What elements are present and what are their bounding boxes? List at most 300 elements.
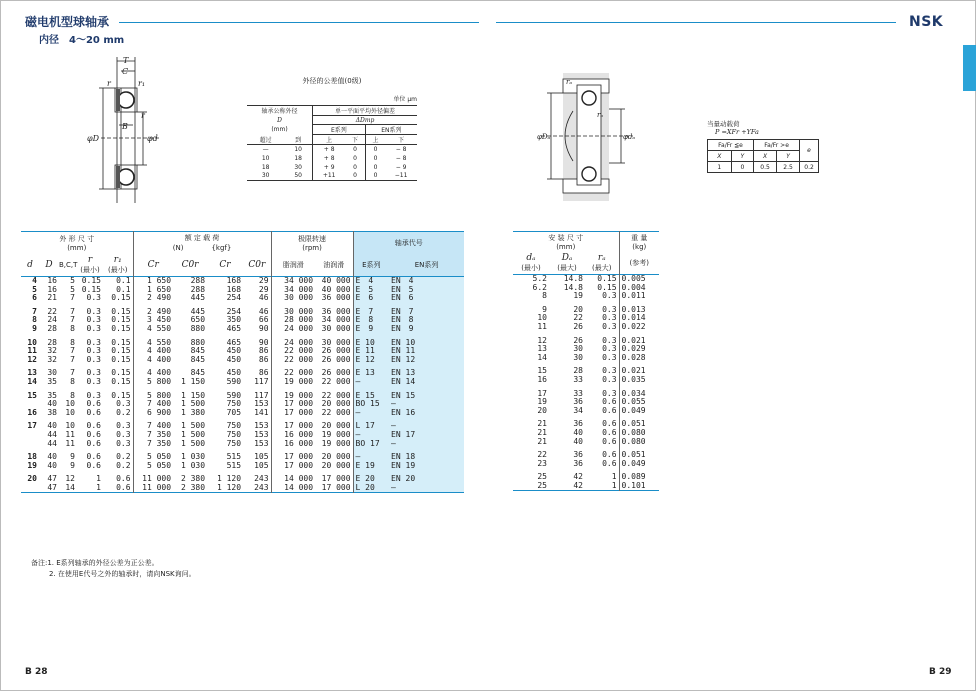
main-table-block [21, 231, 464, 493]
install-row [513, 323, 659, 332]
bearing-cell: 30 000 [284, 293, 314, 303]
bearing-cell: 17 000 [315, 484, 353, 493]
bearing-cell: 1 030 [180, 460, 206, 470]
section-tab[interactable] [963, 45, 976, 91]
bearing-cell: E 5 [353, 286, 389, 295]
tolerance-cell: 50 [284, 172, 312, 181]
load-value-x1: 1 [708, 162, 732, 173]
tolerance-row [247, 154, 417, 163]
install-row [513, 407, 659, 416]
bearing-cell: 880 [190, 323, 206, 333]
install-row [513, 438, 659, 447]
bearing-cell: E 19 [353, 462, 389, 471]
install-cell: 5.2 [532, 274, 547, 283]
bearing-cell: 7 [70, 315, 75, 325]
bearing-cell: 4 400 [146, 368, 172, 378]
bearing-cell: 1 500 [180, 429, 206, 439]
bearing-cell: 5 050 [146, 460, 172, 470]
install-cell: 0.028 [621, 352, 646, 362]
install-cell: 0.051 [621, 450, 646, 460]
bearing-cell: 0.15 [103, 308, 133, 317]
bearing-row [21, 475, 464, 484]
label-r1: r₁ [138, 79, 146, 88]
install-cell: 8 [542, 291, 547, 301]
install-cell: 23 [537, 458, 547, 468]
bearing-cell: 0.1 [103, 286, 133, 295]
bearing-cell: 36 000 [315, 308, 353, 317]
bearing-cell: 0.6 [86, 452, 101, 462]
install-cell: 14.8 [563, 274, 583, 283]
bearing-cell: EN 6 [389, 294, 464, 303]
install-cell: 0.6 [585, 429, 619, 438]
bearing-cell: 5 800 [146, 376, 172, 386]
bearing-cell: 0.2 [103, 453, 133, 462]
install-cell: 26 [573, 321, 583, 331]
bearing-cell: 168 [226, 276, 242, 285]
label-mount-outer: φDₐ [537, 133, 551, 141]
install-cell: 0.15 [585, 275, 619, 284]
install-cell: 0.3 [585, 345, 619, 354]
head-da: dₐ (最小) [521, 253, 541, 272]
bearing-cell: 34 000 [315, 316, 353, 325]
install-cell: 0.049 [621, 405, 646, 415]
bearing-cell [21, 440, 39, 449]
install-cell: 0.080 [621, 436, 646, 446]
install-cell: 0.6 [585, 460, 619, 469]
label-bore-diameter: φd [147, 134, 158, 143]
tolerance-cell: + 8 [323, 145, 335, 153]
bearing-cell: 750 [226, 429, 242, 439]
bearing-cell: 16 [47, 284, 57, 294]
install-cell: 0.021 [621, 366, 646, 376]
bearing-cell: 288 [190, 276, 206, 285]
install-cell: 1 [585, 482, 619, 491]
install-cell: 0.3 [585, 376, 619, 385]
bearing-cell: 17 000 [284, 452, 314, 462]
bearing-cell: 5 050 [146, 452, 172, 462]
bearing-cell: EN 9 [389, 325, 464, 334]
bearing-cell: 0.6 [86, 399, 101, 409]
bearing-cell: E 10 [353, 339, 389, 348]
bearing-cell: 13 [27, 368, 37, 378]
install-cell: 19 [537, 397, 547, 407]
bearing-cell: BO 17 [353, 440, 389, 449]
tolerance-row [247, 163, 417, 172]
bearing-cell: EN 12 [389, 356, 464, 365]
bearing-cell: 750 [226, 421, 242, 431]
install-cell: 0.011 [621, 291, 646, 301]
bearing-cell: 0.15 [103, 369, 133, 378]
bearing-cell: 40 [47, 399, 57, 409]
bearing-cell: E 11 [353, 347, 389, 356]
bearing-cell: E 12 [353, 356, 389, 365]
install-cell: 0.004 [621, 282, 646, 292]
head-code: 轴承代号 [353, 232, 464, 255]
tolerance-row [247, 145, 417, 154]
install-cell: 25 [537, 472, 547, 482]
head-D: D [45, 260, 53, 270]
bearing-cell: — [389, 440, 464, 449]
bearing-cell: E 7 [353, 308, 389, 317]
bearing-cell: 19 000 [284, 390, 314, 400]
install-cell: 0.3 [585, 367, 619, 376]
bearing-cell: 90 [243, 325, 271, 334]
header-rule-right [496, 22, 896, 23]
bearing-cell: 2 490 [146, 306, 172, 316]
bearing-cell: E 6 [353, 294, 389, 303]
bearing-cell: 86 [243, 369, 271, 378]
bearing-cell: 5 800 [146, 390, 172, 400]
bearing-cell: 26 000 [315, 356, 353, 365]
bearing-cell: 28 [47, 337, 57, 347]
install-cell: 0.029 [621, 344, 646, 354]
bearing-cell: 22 [47, 306, 57, 316]
bearing-cell: EN 7 [389, 308, 464, 317]
head-cr-kgf: Cr [219, 260, 231, 270]
install-row [513, 482, 659, 491]
bearing-cell: 19 000 [315, 440, 353, 449]
header-rule-left [119, 22, 479, 23]
label-c: C [122, 67, 129, 76]
install-cell: 0.3 [585, 306, 619, 315]
tol-sub-upper-e: 上 [326, 137, 333, 144]
bearing-cell: 4 550 [146, 323, 172, 333]
bearing-cell: 7 [70, 354, 75, 364]
bearing-cell: 90 [243, 339, 271, 348]
bearing-cell: 845 [190, 368, 206, 378]
install-cell: 19 [573, 291, 583, 301]
bearing-cell: L 17 [353, 422, 389, 431]
tolerance-cell: 0 [345, 154, 365, 163]
tolerance-table [247, 105, 417, 181]
install-cell: 0.005 [621, 274, 646, 283]
bearing-cell: 750 [226, 399, 242, 409]
bearing-cell: 10 [65, 399, 75, 409]
label-ra-inner: rₐ [597, 111, 603, 119]
bearing-cell: 9 [32, 323, 37, 333]
bearing-section-figure [81, 53, 171, 205]
bearing-cell: 590 [226, 376, 242, 386]
bearing-cell: 30 000 [284, 306, 314, 316]
install-cell: 21 [537, 419, 547, 429]
bearing-cell: 11 000 [142, 482, 172, 492]
tolerance-cell: 0 [345, 172, 365, 181]
footnotes [31, 558, 196, 580]
page-number-left: B 28 [25, 667, 48, 677]
install-cell: 0.022 [621, 321, 646, 331]
bearing-cell: 22 000 [315, 392, 353, 401]
note-2: 2. 在使用E代号之外的轴承时，请向NSK询问。 [49, 570, 196, 578]
tolerance-cell: + 8 [323, 154, 335, 162]
load-value-e: 0.2 [800, 162, 819, 173]
head-e-series: E系列 [353, 254, 389, 277]
bearing-cell: 5 [32, 284, 37, 294]
bearing-cell: 7 [70, 368, 75, 378]
tolerance-cell: +11 [322, 172, 336, 180]
install-cell: 20 [537, 405, 547, 415]
bearing-cell: 5 [70, 276, 75, 285]
install-cell: 42 [573, 480, 583, 490]
equivalent-load-block [707, 119, 823, 173]
bearing-cell: 20 000 [315, 422, 353, 431]
bearing-cell: 35 [47, 390, 57, 400]
bearing-cell: 0.3 [86, 323, 101, 333]
bearing-cell: EN 20 [389, 475, 464, 484]
bearing-cell: — [389, 400, 464, 409]
bearing-cell: 168 [226, 284, 242, 294]
bearing-cell: 17 000 [284, 407, 314, 417]
bearing-cell: 7 [70, 346, 75, 356]
bearing-cell: 14 000 [284, 474, 314, 484]
install-cell: 0.035 [621, 374, 646, 384]
bearing-cell: 0.6 [86, 438, 101, 448]
bearing-row [21, 440, 464, 449]
install-cell: 20 [573, 304, 583, 314]
load-col-x1: X [708, 151, 732, 162]
bearing-cell: EN 8 [389, 316, 464, 325]
bearing-cell: 32 [47, 354, 57, 364]
head-c0r: C0r [181, 260, 199, 270]
bearing-cell: 24 000 [284, 337, 314, 347]
tol-sub-to: 到 [284, 135, 312, 145]
bearing-cell: 4 400 [146, 354, 172, 364]
bearing-row [21, 484, 464, 493]
bearing-cell: 46 [243, 294, 271, 303]
tol-sub-over: 超过 [259, 136, 272, 144]
bearing-cell: 1 150 [180, 390, 206, 400]
bearing-cell: 2 380 [180, 482, 206, 492]
bearing-cell: 38 [47, 407, 57, 417]
bearing-cell: 105 [243, 453, 271, 462]
bearing-cell: 153 [243, 431, 271, 440]
bearing-cell: 0.3 [103, 400, 133, 409]
bearing-cell: 30 [47, 368, 57, 378]
bearing-cell: 34 000 [284, 284, 314, 294]
bearing-cell: 8 [70, 323, 75, 333]
bearing-cell: 22 000 [284, 346, 314, 356]
bearing-cell: 7 350 [146, 438, 172, 448]
install-cell: 22 [573, 313, 583, 323]
label-outer-diameter: φD [87, 134, 100, 143]
head-r1: r₁ (最小) [103, 254, 133, 277]
bearing-cell: 0.3 [86, 306, 101, 316]
bore-range-subtitle: 内径 4～20 mm [39, 35, 125, 46]
install-cell: 0.3 [585, 354, 619, 363]
bearing-cell: 24 [47, 315, 57, 325]
bearing-cell: 1 [96, 482, 101, 492]
head-dims: 外 形 尺 寸 (mm) [21, 232, 133, 255]
load-cond-2: Fa/Fr >e [754, 140, 800, 151]
bearing-cell: 445 [190, 306, 206, 316]
tol-head-left: 轴承公称外径 [247, 106, 313, 116]
bearing-cell: 20 [27, 474, 37, 484]
bearing-cell: 845 [190, 354, 206, 364]
bearing-cell: 0.15 [103, 316, 133, 325]
bearing-cell: 0.6 [86, 407, 101, 417]
bearing-cell: 8 [70, 376, 75, 386]
brand-logo: NSK [909, 14, 944, 30]
bearing-cell: 465 [226, 323, 242, 333]
bearing-cell: 0.15 [103, 392, 133, 401]
bearing-cell: 19 000 [284, 376, 314, 386]
bearing-cell: 9 [70, 452, 75, 462]
tolerance-cell: 0 [373, 163, 378, 171]
install-table [513, 231, 659, 491]
tolerance-row [247, 172, 417, 181]
bearing-cell: 10 [65, 421, 75, 431]
bearing-cell: 880 [190, 337, 206, 347]
bearing-cell: 7 350 [146, 429, 172, 439]
bearing-cell: E 15 [353, 392, 389, 401]
bearing-cell: 0.15 [103, 339, 133, 348]
head-ref: (参考) [629, 259, 650, 267]
bearing-cell: 20 000 [315, 453, 353, 462]
bearing-cell: 86 [243, 356, 271, 365]
head-grease: 脂润滑 [282, 261, 304, 269]
bearing-cell: 11 [27, 346, 37, 356]
bearing-cell: EN 16 [389, 409, 464, 418]
tolerance-cell: 10 [284, 145, 312, 154]
install-cell: 17 [537, 388, 547, 398]
bearing-cell: 117 [243, 378, 271, 387]
tol-sub-lower-en: 下 [398, 137, 405, 144]
bearing-cell: 16 000 [284, 438, 314, 448]
bearing-cell: 11 000 [142, 474, 172, 484]
bearing-cell: 22 000 [315, 409, 353, 418]
bearing-cell: BO 15 [353, 400, 389, 409]
head-bct: B,C,T [59, 261, 78, 269]
load-table [707, 139, 819, 173]
bearing-cell: 1 120 [216, 474, 242, 484]
load-title: 当量动载荷 [707, 120, 740, 128]
bearing-cell: E 9 [353, 325, 389, 334]
bearing-cell: 16 [47, 276, 57, 285]
install-cell: 40 [573, 436, 583, 446]
bearing-cell: EN 4 [389, 277, 464, 286]
bearing-cell: 0.3 [86, 337, 101, 347]
head-rating: 额 定 载 荷 (N) {kgf} [133, 232, 271, 255]
install-cell: 0.051 [621, 419, 646, 429]
bearing-cell: — [353, 453, 389, 462]
bearing-cell: EN 19 [389, 462, 464, 471]
tolerance-cell: − 8 [395, 154, 407, 162]
install-cell: 30 [573, 344, 583, 354]
bearing-cell: 7 [32, 306, 37, 316]
bearing-cell: 17 000 [315, 475, 353, 484]
bearing-cell: 40 [47, 421, 57, 431]
bearing-cell: 117 [243, 392, 271, 401]
bearing-cell: 3 450 [146, 315, 172, 325]
install-cell: 33 [573, 374, 583, 384]
bearing-cell: 2 490 [146, 293, 172, 303]
bearing-cell: 243 [243, 475, 271, 484]
bearing-cell: 30 000 [315, 339, 353, 348]
bearing-cell: 29 [243, 277, 271, 286]
install-cell: 22 [537, 450, 547, 460]
bearing-cell: EN 15 [389, 392, 464, 401]
tolerance-cell: — [262, 145, 269, 153]
bearing-cell: 32 [47, 346, 57, 356]
bearing-cell: 34 000 [284, 276, 314, 285]
bearing-cell: 66 [243, 316, 271, 325]
install-cell: 26 [573, 335, 583, 345]
bearing-cell: — [389, 422, 464, 431]
bearing-cell: 0.3 [86, 354, 101, 364]
bearing-cell: 19 000 [315, 431, 353, 440]
bearing-cell: 0.15 [103, 325, 133, 334]
bearing-row [21, 462, 464, 471]
bearing-row [21, 356, 464, 365]
bearing-cell: 1 120 [216, 482, 242, 492]
install-cell: 30 [573, 352, 583, 362]
bearing-cell: 1 030 [180, 452, 206, 462]
install-cell: 0.080 [621, 427, 646, 437]
install-cell: 0.055 [621, 397, 646, 407]
head-c0r-kgf: C0r [243, 254, 271, 277]
label-r-inner: r [141, 111, 145, 120]
bearing-cell: 750 [226, 438, 242, 448]
tol-sub-upper-en: 上 [372, 137, 379, 144]
tolerance-cell: − 9 [395, 163, 407, 171]
bearing-cell: 9 [70, 460, 75, 470]
install-cell: 0.101 [621, 480, 646, 490]
bearing-cell: 24 000 [284, 323, 314, 333]
install-cell: 12 [537, 335, 547, 345]
load-formula: P =XFr +YFa [715, 128, 759, 136]
bearing-cell: 14 [27, 376, 37, 386]
bearing-cell: 86 [243, 347, 271, 356]
bearing-cell: 6 900 [146, 407, 172, 417]
load-col-y2: Y [777, 151, 800, 162]
tolerance-cell: 0 [373, 154, 378, 162]
bearing-cell: 30 000 [315, 325, 353, 334]
tolerance-cell: −11 [394, 172, 408, 180]
bearing-cell: E 4 [353, 277, 389, 286]
bearing-cell: 4 550 [146, 337, 172, 347]
bearing-cell: 20 000 [315, 462, 353, 471]
tol-head-left-unit: (mm) [247, 125, 313, 135]
bearing-cell: 10 [27, 337, 37, 347]
install-cell: 0.034 [621, 388, 646, 398]
page-number-right: B 29 [929, 667, 952, 677]
install-cell: 0.014 [621, 313, 646, 323]
install-cell: 21 [537, 436, 547, 446]
bearing-cell: 35 [47, 376, 57, 386]
install-cell: 0.089 [621, 472, 646, 482]
note-1: 备注:1. E系列轴承的外径公差为正公差。 [31, 559, 159, 567]
bearing-cell: 515 [226, 452, 242, 462]
bearing-cell: 22 000 [284, 354, 314, 364]
bearing-cell: 1 650 [146, 276, 172, 285]
bearing-cell: 17 000 [284, 399, 314, 409]
bearing-cell: 8 [70, 390, 75, 400]
bearing-cell: 15 [27, 390, 37, 400]
bearing-cell: 1 [96, 474, 101, 484]
bearing-cell: 465 [226, 337, 242, 347]
install-cell: 0.3 [585, 292, 619, 301]
bearing-cell: 4 [32, 276, 37, 285]
bearing-cell: EN 13 [389, 369, 464, 378]
bearing-cell: 515 [226, 460, 242, 470]
bearing-cell: 0.3 [86, 346, 101, 356]
bearing-cell: 47 [47, 474, 57, 484]
bearing-cell: 141 [243, 409, 271, 418]
bearing-cell: 650 [190, 315, 206, 325]
bearing-cell: 1 500 [180, 399, 206, 409]
bearing-cell: 0.6 [86, 460, 101, 470]
bearing-cell: 0.6 [103, 475, 133, 484]
bearing-cell: 1 500 [180, 421, 206, 431]
